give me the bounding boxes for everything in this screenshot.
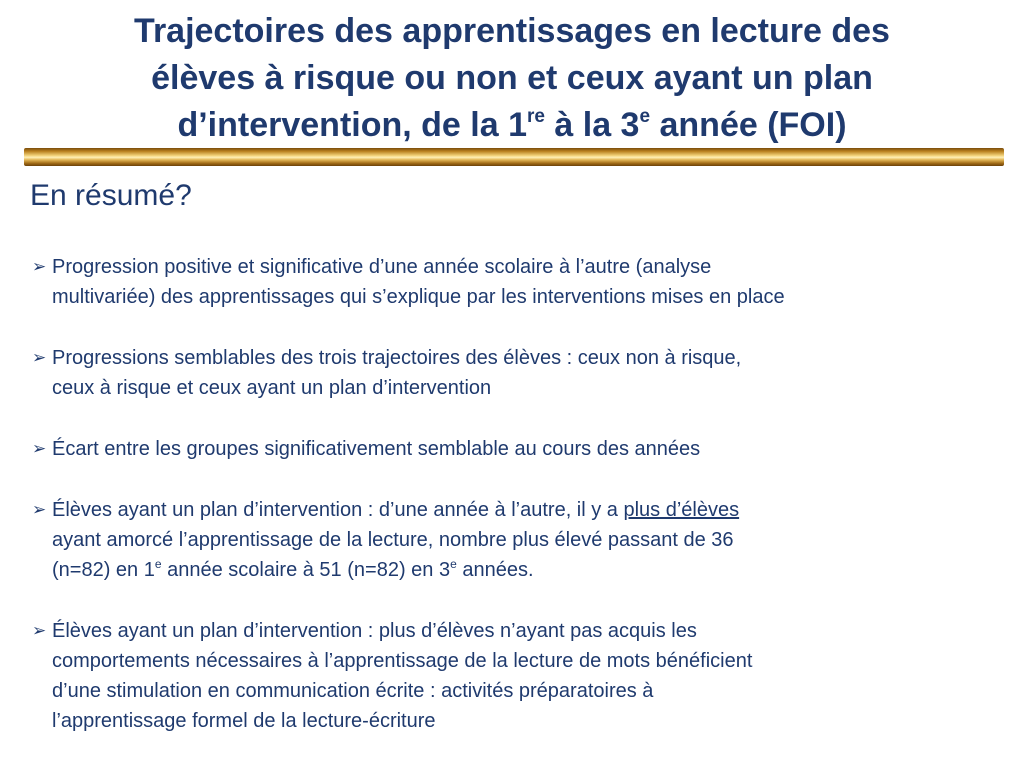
bullet-4-line-1	[52, 495, 1005, 525]
bullet-5-line-4: l’apprentissage formel de la lecture-écriture	[52, 710, 436, 732]
arrow-bullet-icon: ➢	[32, 621, 47, 640]
bullet-4-line-3-part-b: année scolaire à 51 (n=82) en 3	[161, 559, 451, 581]
title-line-3-part-a: d’intervention, de la 1	[177, 106, 527, 144]
bullet-item-3	[30, 434, 1005, 464]
bullet-2-line-1: Progressions semblables des trois trajectoires des élèves : ceux non à risque,	[52, 347, 742, 369]
bullet-5-line-2: comportements nécessaires à l’apprentissage de la lecture de mots bénéficient	[52, 650, 753, 672]
section-heading: En résumé?	[30, 179, 192, 212]
bullet-4-line-2: ayant amorcé l’apprentissage de la lecture, nombre plus élevé passant de 36	[52, 529, 734, 551]
title-superscript-e: e	[639, 106, 651, 127]
arrow-bullet-icon: ➢	[32, 257, 47, 276]
arrow-bullet-icon: ➢	[32, 439, 47, 458]
slide-title	[30, 8, 994, 149]
arrow-bullet-icon: ➢	[32, 348, 47, 367]
bullet-5-line-3: d’une stimulation en communication écrite : activités préparatoires à	[52, 680, 654, 702]
bullet-5-line-1: Élèves ayant un plan d’intervention : plus d’élèves n’ayant pas acquis les	[52, 620, 697, 642]
arrow-bullet-icon: ➢	[32, 500, 47, 519]
title-line-3-part-c: année (FOI)	[650, 106, 847, 144]
gold-divider-bar	[24, 148, 1004, 166]
superscript-e-first: e	[154, 557, 162, 571]
title-line-1: Trajectoires des apprentissages en lecture des	[134, 12, 890, 50]
bullet-item-5	[30, 616, 1005, 736]
bullet-item-4	[30, 495, 1005, 585]
bullet-item-1	[30, 252, 1005, 312]
underlined-emphasis: plus d’élèves	[623, 499, 740, 521]
bullet-4-line-3	[52, 555, 1005, 585]
bullet-item-2	[30, 343, 1005, 403]
bullet-2-line-2: ceux à risque et ceux ayant un plan d’intervention	[52, 377, 492, 399]
title-line-2: élèves à risque ou non et ceux ayant un plan	[151, 59, 873, 97]
bullet-4-line-3-part-a: (n=82) en 1	[52, 559, 155, 581]
bullet-1-line-1: Progression positive et significative d’une année scolaire à l’autre (analyse	[52, 256, 712, 278]
bullet-1-line-2: multivariée) des apprentissages qui s’explique par les interventions mises en place	[52, 286, 785, 308]
bullet-list	[30, 252, 1005, 767]
title-line-3	[30, 102, 994, 149]
superscript-e-third: e	[450, 557, 457, 571]
title-superscript-re: re	[526, 106, 545, 127]
title-line-3-part-b: à la 3	[544, 106, 640, 144]
bullet-4-line-3-part-c: années.	[456, 559, 534, 581]
bullet-4-line-1-text: Élèves ayant un plan d’intervention : d’une année à l’autre, il y a	[52, 499, 624, 521]
bullet-3-line-1: Écart entre les groupes significativement semblable au cours des années	[52, 438, 701, 460]
